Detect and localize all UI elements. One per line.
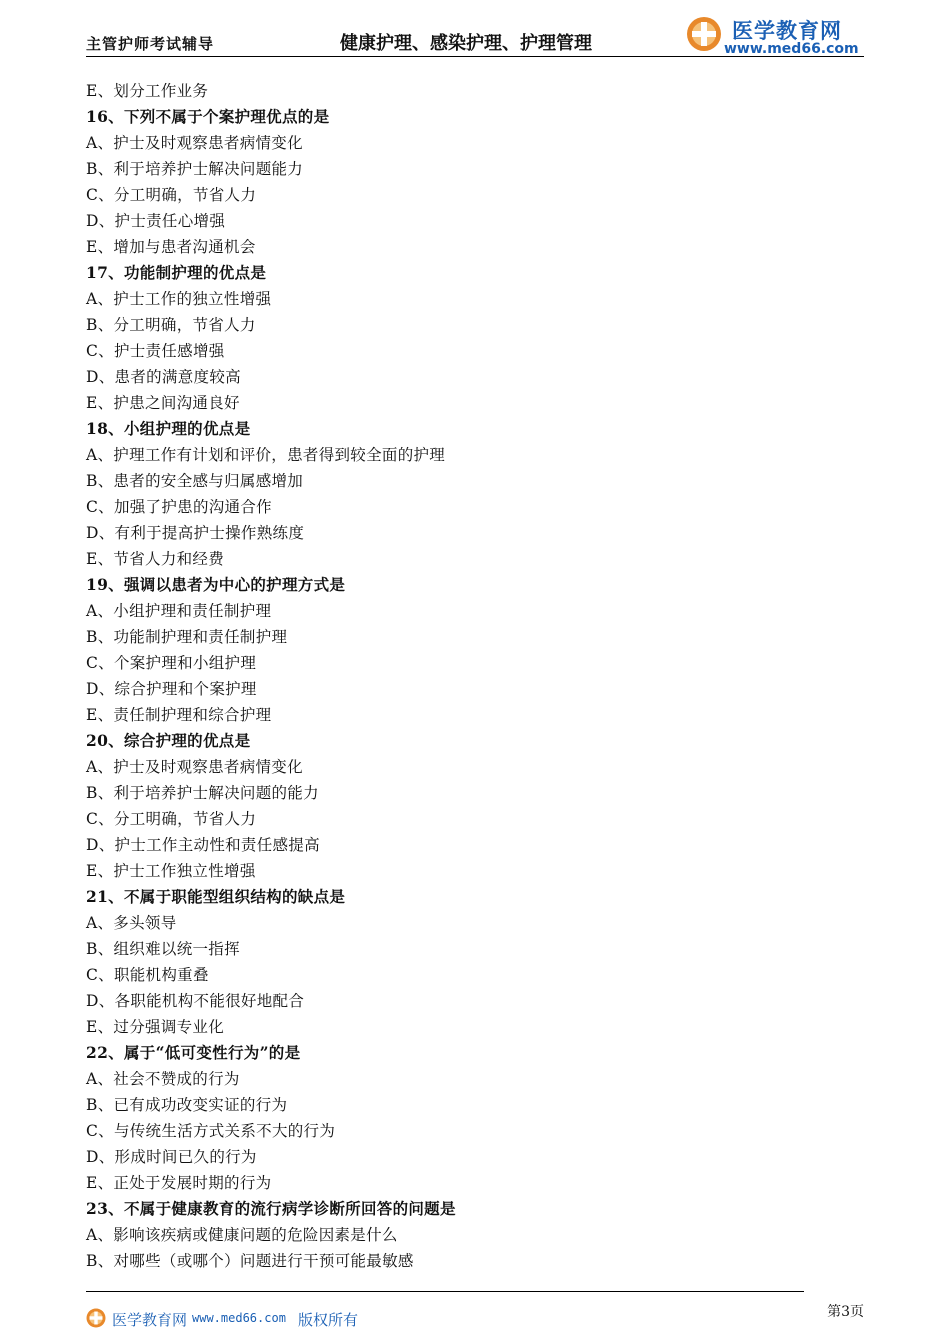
site-logo[interactable] <box>686 14 864 60</box>
header-course-title: 主管护师考试辅导 <box>86 35 215 53</box>
question-title: 23、不属于健康教育的流行病学诊断所回答的问题是 <box>86 1199 456 1218</box>
footer-url[interactable]: www.med66.com <box>192 1311 286 1325</box>
answer-option: C、护士责任感增强 <box>86 342 225 360</box>
answer-option: B、已有成功改变实证的行为 <box>86 1096 288 1114</box>
footer-rights: 版权所有 <box>298 1311 359 1329</box>
answer-option: C、职能机构重叠 <box>86 966 209 984</box>
answer-option: D、各职能机构不能很好地配合 <box>86 992 305 1010</box>
answer-option: D、有利于提高护士操作熟练度 <box>86 524 305 542</box>
page-header <box>86 14 864 58</box>
answer-option: E、节省人力和经费 <box>86 550 225 568</box>
answer-option: C、加强了护患的沟通合作 <box>86 498 272 516</box>
answer-option: A、护士及时观察患者病情变化 <box>86 134 303 152</box>
answer-option: A、护士工作的独立性增强 <box>86 290 272 308</box>
answer-option: B、功能制护理和责任制护理 <box>86 628 288 646</box>
header-divider <box>86 56 864 57</box>
page-number: 第3页 <box>827 1304 864 1320</box>
answer-option: D、患者的满意度较高 <box>86 368 241 386</box>
answer-option: E、增加与患者沟通机会 <box>86 238 256 256</box>
answer-option: B、利于培养护士解决问题的能力 <box>86 784 319 802</box>
answer-option: D、护士工作主动性和责任感提高 <box>86 836 320 854</box>
question-title: 18、小组护理的优点是 <box>86 419 251 438</box>
logo-url: www.med66.com <box>724 41 859 57</box>
answer-option: C、与传统生活方式关系不大的行为 <box>86 1122 336 1140</box>
answer-option: B、患者的安全感与归属感增加 <box>86 472 304 490</box>
answer-option: B、分工明确，节省人力 <box>86 316 256 334</box>
question-title: 20、综合护理的优点是 <box>86 731 251 750</box>
question-list <box>86 78 866 1274</box>
answer-option: A、影响该疾病或健康问题的危险因素是什么 <box>86 1226 398 1244</box>
answer-option: A、护士及时观察患者病情变化 <box>86 758 303 776</box>
answer-option: B、利于培养护士解决问题能力 <box>86 160 304 178</box>
answer-option: D、综合护理和个案护理 <box>86 680 257 698</box>
answer-option: E、划分工作业务 <box>86 82 209 100</box>
answer-option: E、正处于发展时期的行为 <box>86 1174 272 1192</box>
logo-text: 医学教育网 <box>732 19 842 43</box>
question-title: 19、强调以患者为中心的护理方式是 <box>86 575 346 594</box>
footer-brand: 医学教育网 <box>112 1311 188 1329</box>
answer-option: D、护士责任心增强 <box>86 212 226 230</box>
answer-option: E、护士工作独立性增强 <box>86 862 256 880</box>
answer-option: E、过分强调专业化 <box>86 1018 225 1036</box>
question-title: 21、不属于职能型组织结构的缺点是 <box>86 887 346 906</box>
answer-option: C、分工明确，节省人力 <box>86 810 257 828</box>
answer-option: B、组织难以统一指挥 <box>86 940 240 958</box>
answer-option: A、多头领导 <box>86 914 177 932</box>
answer-option: C、个案护理和小组护理 <box>86 654 257 672</box>
question-title: 22、属于“低可变性行为”的是 <box>86 1043 301 1062</box>
answer-option: D、形成时间已久的行为 <box>86 1148 257 1166</box>
answer-option: E、护患之间沟通良好 <box>86 394 240 412</box>
answer-option: A、社会不赞成的行为 <box>86 1070 240 1088</box>
footer-divider <box>86 1291 804 1292</box>
medical-cross-logo-icon <box>686 16 722 52</box>
question-title: 16、下列不属于个案护理优点的是 <box>86 107 330 126</box>
answer-option: B、对哪些（或哪个）问题进行干预可能最敏感 <box>86 1252 414 1270</box>
header-section-title: 健康护理、感染护理、护理管理 <box>340 33 592 54</box>
answer-option: A、护理工作有计划和评价，患者得到较全面的护理 <box>86 446 446 464</box>
question-title: 17、功能制护理的优点是 <box>86 263 267 282</box>
medical-cross-logo-icon <box>86 1308 106 1328</box>
answer-option: A、小组护理和责任制护理 <box>86 602 272 620</box>
answer-option: E、责任制护理和综合护理 <box>86 706 272 724</box>
answer-option: C、分工明确，节省人力 <box>86 186 257 204</box>
